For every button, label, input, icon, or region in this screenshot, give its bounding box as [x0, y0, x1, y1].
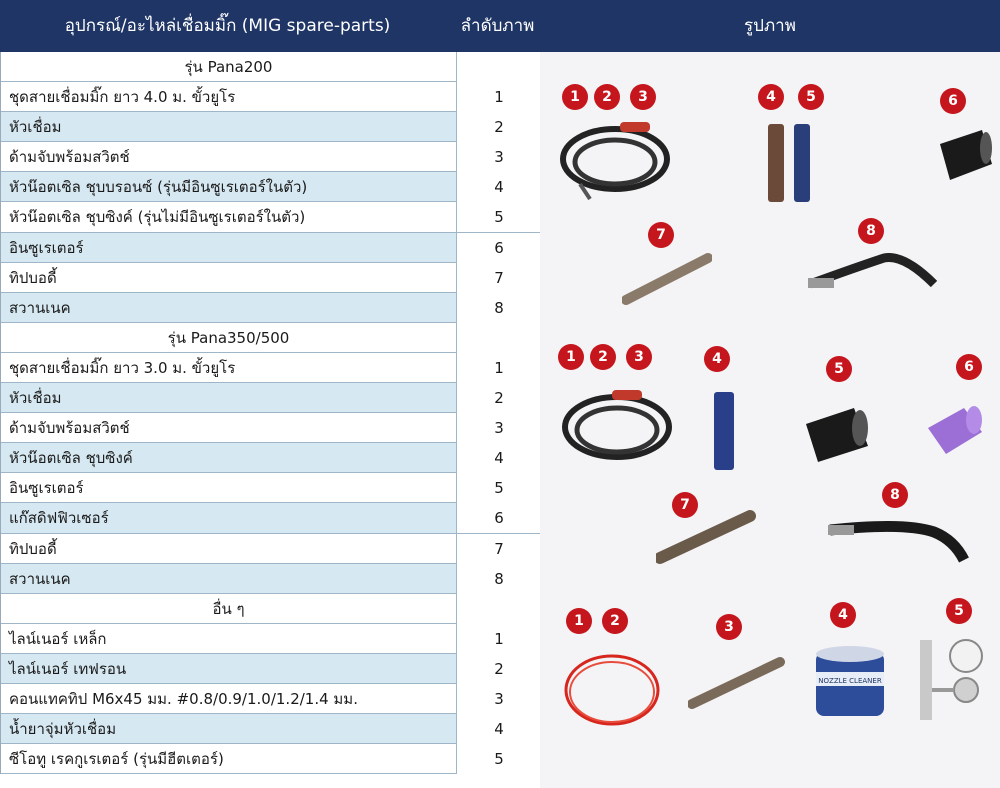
part-name: หัวน๊อตเซิล ชุบบรอนซ์ (รุ่นมีอินซูเรเตอร์ในตัว)	[9, 178, 308, 197]
badge: 5	[798, 84, 824, 110]
liner-coil-image	[562, 650, 662, 730]
tip-body-image	[622, 248, 712, 308]
part-name: สวานเนค	[9, 298, 71, 317]
badge: 4	[704, 346, 730, 372]
part-name: สวานเนค	[9, 569, 71, 588]
part-name: ไลน์เนอร์ เหล็ก	[9, 629, 107, 648]
part-name: ชุดสายเชื่อมมิ๊ก ยาว 4.0 ม. ขั้วยูโร	[9, 88, 236, 107]
table-row	[1, 684, 540, 714]
swan-neck-image	[824, 512, 974, 568]
part-name: ไลน์เนอร์ เทฟรอน	[9, 659, 127, 678]
picture-order-number: 1	[456, 624, 541, 654]
picture-order-number: 8	[456, 293, 541, 323]
picture-order-number: 3	[456, 413, 541, 443]
gas-diffuser-image	[924, 398, 988, 460]
table-row	[1, 233, 540, 263]
table-row	[1, 172, 540, 202]
part-name: ชุดสายเชื่อมมิ๊ก ยาว 3.0 ม. ขั้วยูโร	[9, 358, 236, 377]
table-row	[1, 383, 540, 413]
badge: 3	[716, 614, 742, 640]
section-title: รุ่น Pana200	[184, 58, 273, 76]
part-name: ทิปบอดี้	[9, 268, 57, 287]
part-name: ซีโอทู เรคกูเรเตอร์ (รุ่นมีฮีตเตอร์)	[9, 750, 224, 769]
section-row	[1, 594, 540, 624]
picture-order-number: 4	[456, 172, 541, 202]
insulator-image	[932, 124, 996, 184]
parts-column-header: อุปกรณ์/อะไหล่เชื่อมมิ๊ก (MIG spare-parts)	[64, 16, 391, 36]
table-row	[1, 714, 540, 744]
badge: 7	[672, 492, 698, 518]
picture-order-number: 1	[456, 82, 541, 112]
part-name: แก๊สดิฟฟิวเซอร์	[9, 509, 109, 528]
picture-order-number: 1	[456, 353, 541, 383]
contact-tip-image	[688, 652, 788, 712]
swan-neck-image	[804, 248, 938, 298]
table-row	[1, 353, 540, 383]
picture-order-number: 2	[456, 654, 541, 684]
table-header	[0, 0, 1000, 52]
table-row	[1, 112, 540, 142]
table-row	[1, 624, 540, 654]
part-name: ทิปบอดี้	[9, 539, 57, 558]
part-name: ด้ามจับพร้อมสวิตช์	[9, 419, 130, 438]
table-row	[1, 443, 540, 473]
picture-order-number: 8	[456, 564, 541, 594]
part-name: คอนแทคทิป M6x45 มม. #0.8/0.9/1.0/1.2/1.4 มม.	[9, 689, 358, 708]
badge: 2	[594, 84, 620, 110]
part-name: หัวน๊อตเซิล ชุบซิงค์	[9, 449, 133, 468]
co2-regulator-image	[916, 634, 996, 724]
picture-order-number: 4	[456, 443, 541, 473]
badge: 8	[858, 218, 884, 244]
table-row	[1, 263, 540, 293]
table-row	[1, 744, 540, 774]
section-row	[1, 323, 540, 353]
table-row	[1, 654, 540, 684]
part-name: อินซูเรเตอร์	[9, 238, 84, 257]
picture-order-number: 2	[456, 383, 541, 413]
picture-order-number: 7	[456, 534, 541, 564]
table-row	[1, 564, 540, 594]
order-column-header: ลำดับภาพ	[460, 16, 535, 36]
nozzle-cleaner-can-image	[810, 642, 890, 722]
table-row	[1, 202, 540, 232]
badge: 5	[946, 598, 972, 624]
table-row	[1, 503, 540, 533]
parts-table	[0, 52, 540, 774]
table-row	[1, 534, 540, 564]
badge: 5	[826, 356, 852, 382]
welding-torch-cable-image	[552, 382, 682, 472]
section-num-cell	[456, 323, 541, 353]
badge: 6	[956, 354, 982, 380]
picture-order-number: 4	[456, 714, 541, 744]
picture-order-number: 3	[456, 684, 541, 714]
part-name: หัวน๊อตเซิล ชุบซิงค์ (รุ่นไม่มีอินซูเรเตอร์ในตัว)	[9, 208, 306, 227]
picture-order-number: 6	[456, 503, 541, 533]
table-row	[1, 142, 540, 172]
picture-order-number: 6	[456, 233, 541, 263]
badge: 2	[590, 344, 616, 370]
table-row	[1, 413, 540, 443]
picture-order-number: 7	[456, 263, 541, 293]
badge: 4	[758, 84, 784, 110]
table-row	[1, 473, 540, 503]
picture-order-number: 5	[456, 473, 541, 503]
badge: 1	[562, 84, 588, 110]
badge: 3	[630, 84, 656, 110]
picture-order-number: 5	[456, 202, 541, 232]
picture-order-number: 5	[456, 744, 541, 774]
insulator-image	[802, 402, 872, 466]
section-num-cell	[456, 594, 541, 624]
picture-order-number: 3	[456, 142, 541, 172]
badge: 7	[648, 222, 674, 248]
pictures-column-header: รูปภาพ	[744, 16, 796, 36]
part-name: อินซูเรเตอร์	[9, 479, 84, 498]
part-name: หัวเชื่อม	[9, 118, 62, 137]
badge: 8	[882, 482, 908, 508]
section-title: รุ่น Pana350/500	[167, 328, 290, 347]
badge: 4	[830, 602, 856, 628]
pictures-panel	[540, 52, 1000, 788]
badge: 1	[566, 608, 592, 634]
nozzle-pair-image	[762, 124, 822, 204]
nozzle-image	[712, 392, 736, 472]
part-name: ด้ามจับพร้อมสวิตช์	[9, 148, 130, 167]
part-name: น้ำยาจุ่มหัวเชื่อม	[9, 720, 117, 739]
section-title: อื่น ๆ	[212, 599, 245, 618]
table-row	[1, 82, 540, 112]
welding-torch-cable-image	[550, 114, 680, 204]
tip-body-image	[656, 506, 756, 566]
badge: 1	[558, 344, 584, 370]
badge: 6	[940, 88, 966, 114]
badge: 2	[602, 608, 628, 634]
part-name: หัวเชื่อม	[9, 389, 62, 408]
table-row	[1, 293, 540, 323]
picture-order-number: 2	[456, 112, 541, 142]
section-row	[1, 52, 540, 82]
section-num-cell	[456, 52, 541, 82]
svg-text:NOZZLE CLEANER: NOZZLE CLEANER	[818, 677, 882, 685]
badge: 3	[626, 344, 652, 370]
